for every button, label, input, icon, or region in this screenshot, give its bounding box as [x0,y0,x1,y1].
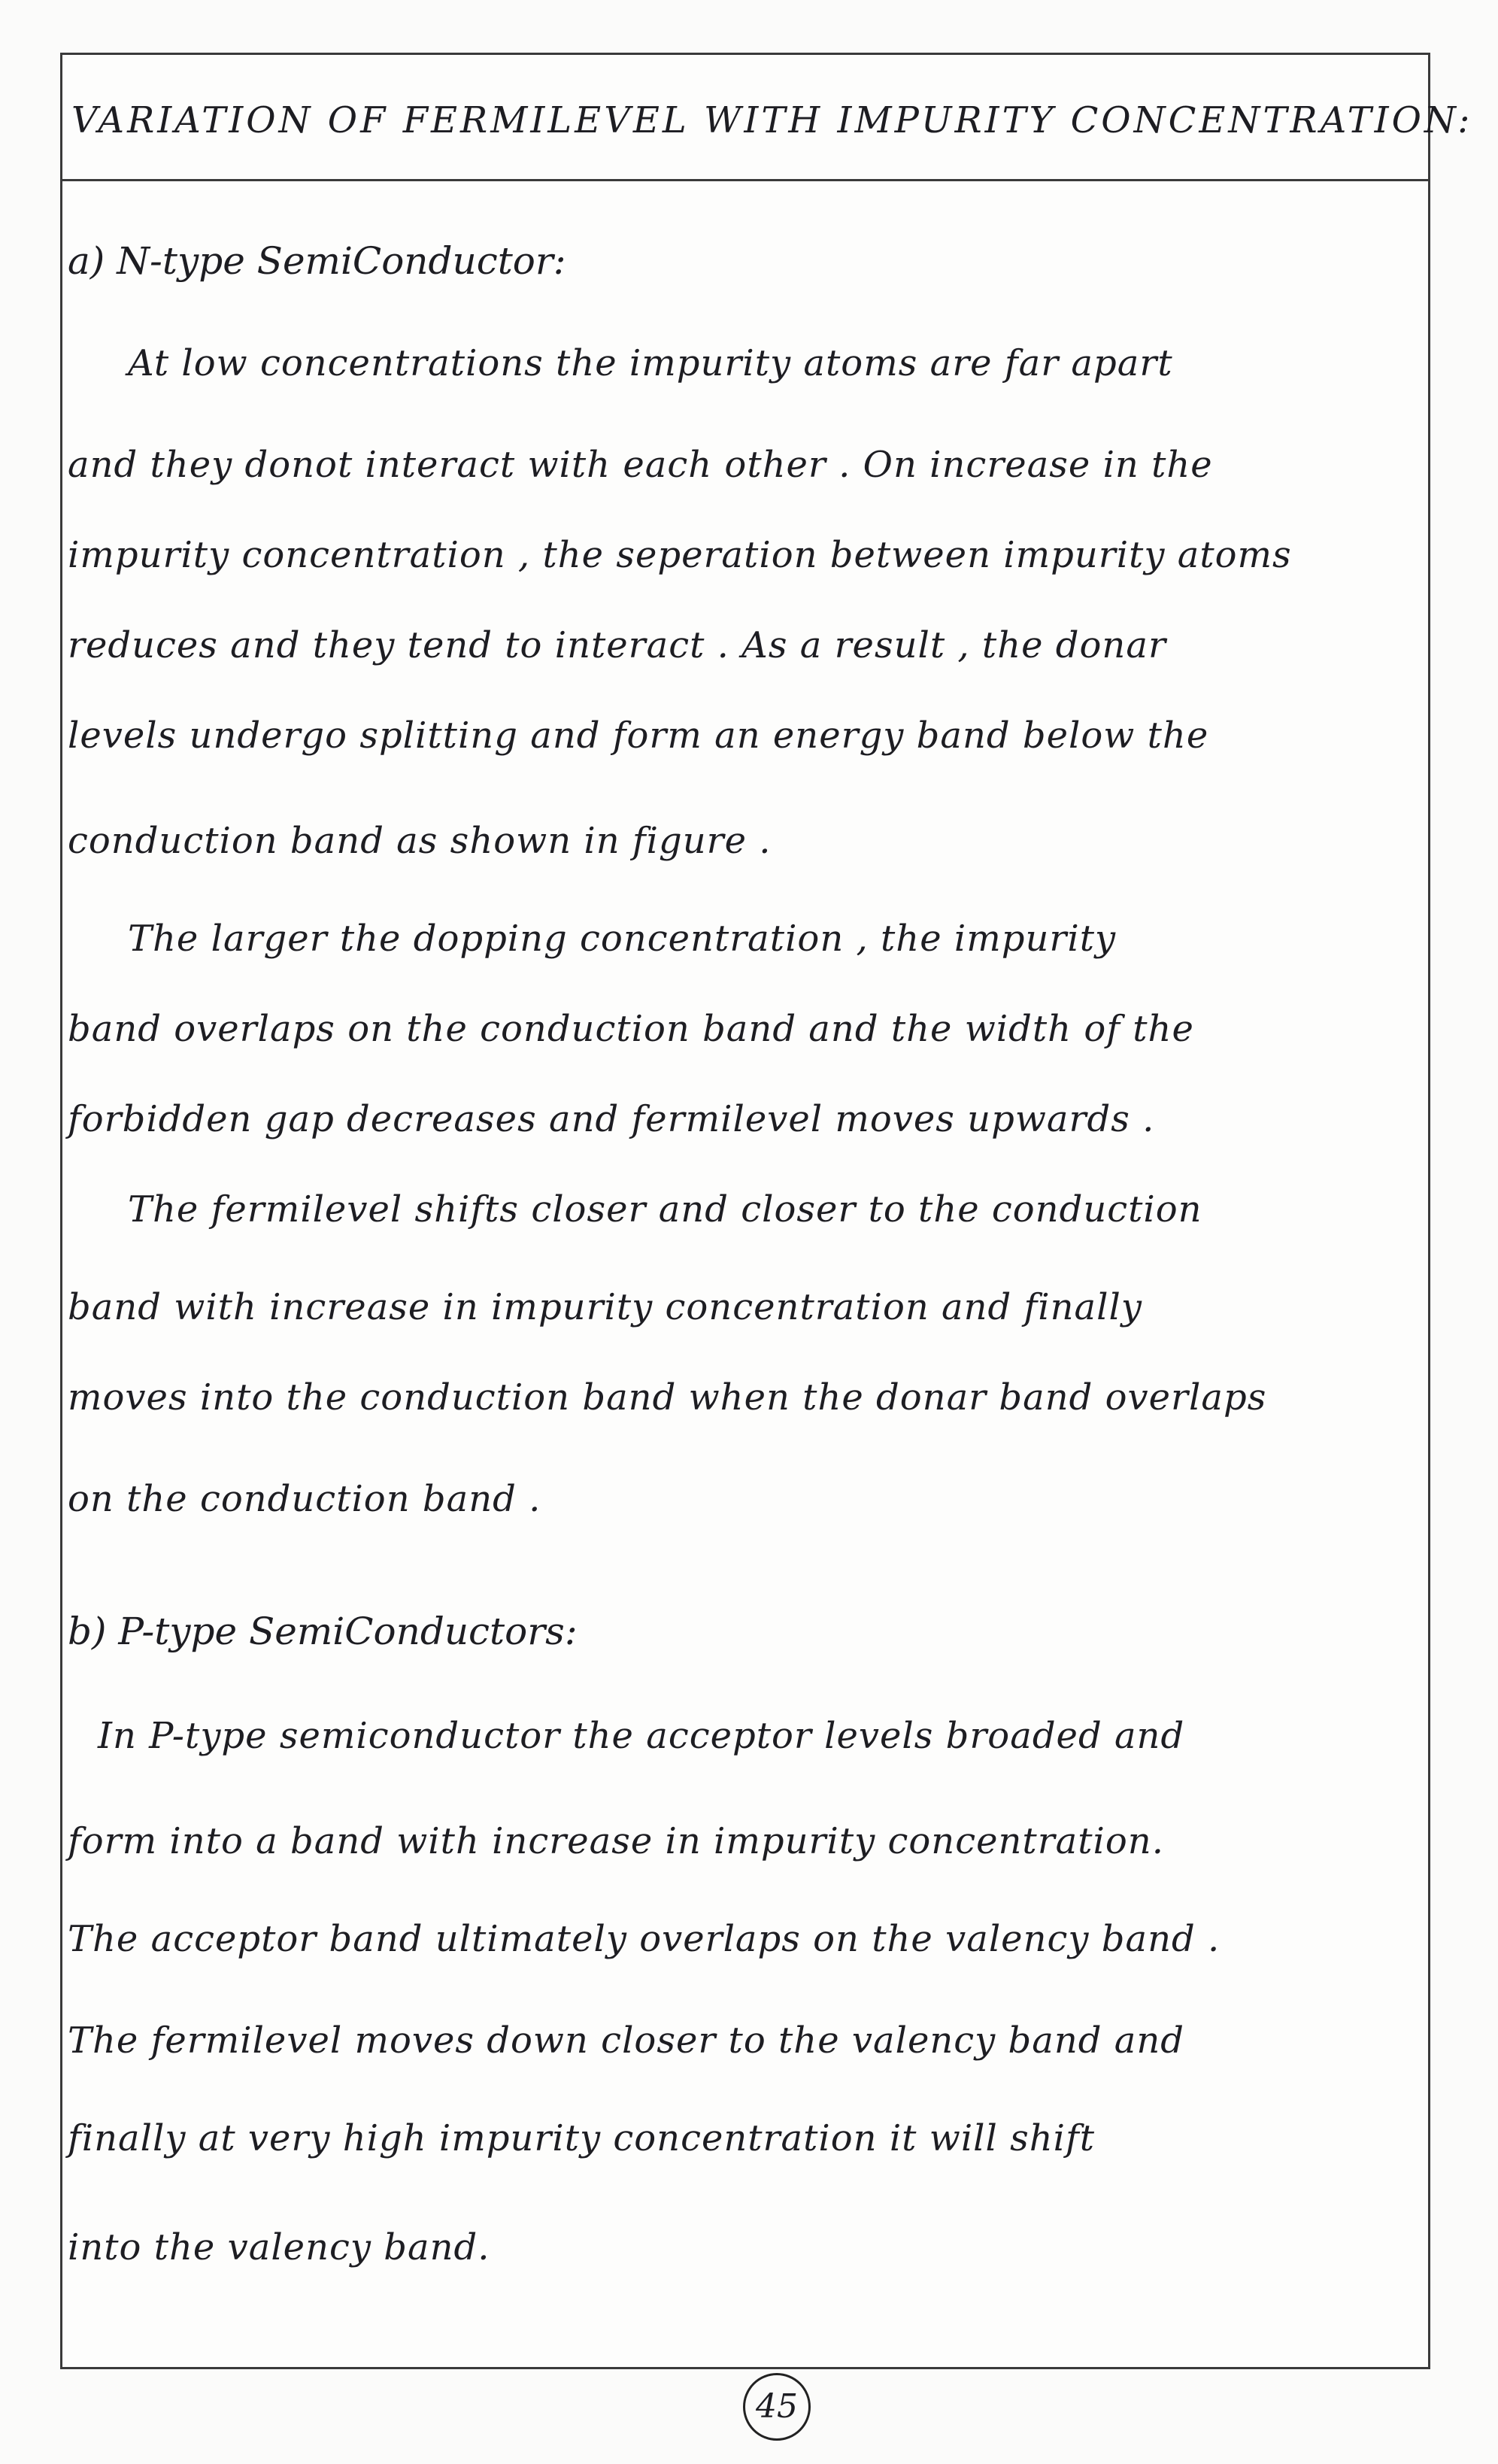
text-line: The fermilevel shifts closer and closer to the conduction [128,1188,1202,1230]
text-line: on the conduction band . [68,1478,541,1520]
text-line: conduction band as shown in figure . [68,820,772,862]
page-number: 45 [743,2373,811,2441]
text-line: levels undergo splitting and form an energy band below the [68,715,1209,757]
text-line: form into a band with increase in impurity concentration. [68,1820,1164,1862]
section-a-heading: a) N-type SemiConductor: [68,239,566,283]
text-line: band with increase in impurity concentration and finally [68,1286,1142,1328]
text-line: forbidden gap decreases and fermilevel moves upwards . [68,1098,1155,1140]
text-line: reduces and they tend to interact . As a result , the donar [68,624,1166,666]
text-line: moves into the conduction band when the donar band overlaps [68,1376,1267,1419]
text-line: The fermilevel moves down closer to the valency band and [68,2019,1185,2062]
text-line: In P-type semiconductor the acceptor levels broaded and [98,1715,1185,1757]
text-line: At low concentrations the impurity atoms are far apart [128,342,1173,384]
text-line: band overlaps on the conduction band and the width of the [68,1008,1194,1050]
text-line: The larger the dopping concentration , the impurity [128,918,1117,960]
text-line: The acceptor band ultimately overlaps on the valency band . [68,1918,1221,1960]
page-title: VARIATION OF FERMILEVEL WITH IMPURITY CONCENTRATION: [71,99,1473,141]
text-line: and they donot interact with each other . On increase in the [68,444,1213,486]
title-divider [60,179,1430,181]
text-line: into the valency band. [68,2226,490,2268]
text-line: finally at very high impurity concentration it will shift [68,2117,1096,2159]
text-line: impurity concentration , the seperation between impurity atoms [68,534,1292,576]
section-b-heading: b) P-type SemiConductors: [68,1610,578,1653]
